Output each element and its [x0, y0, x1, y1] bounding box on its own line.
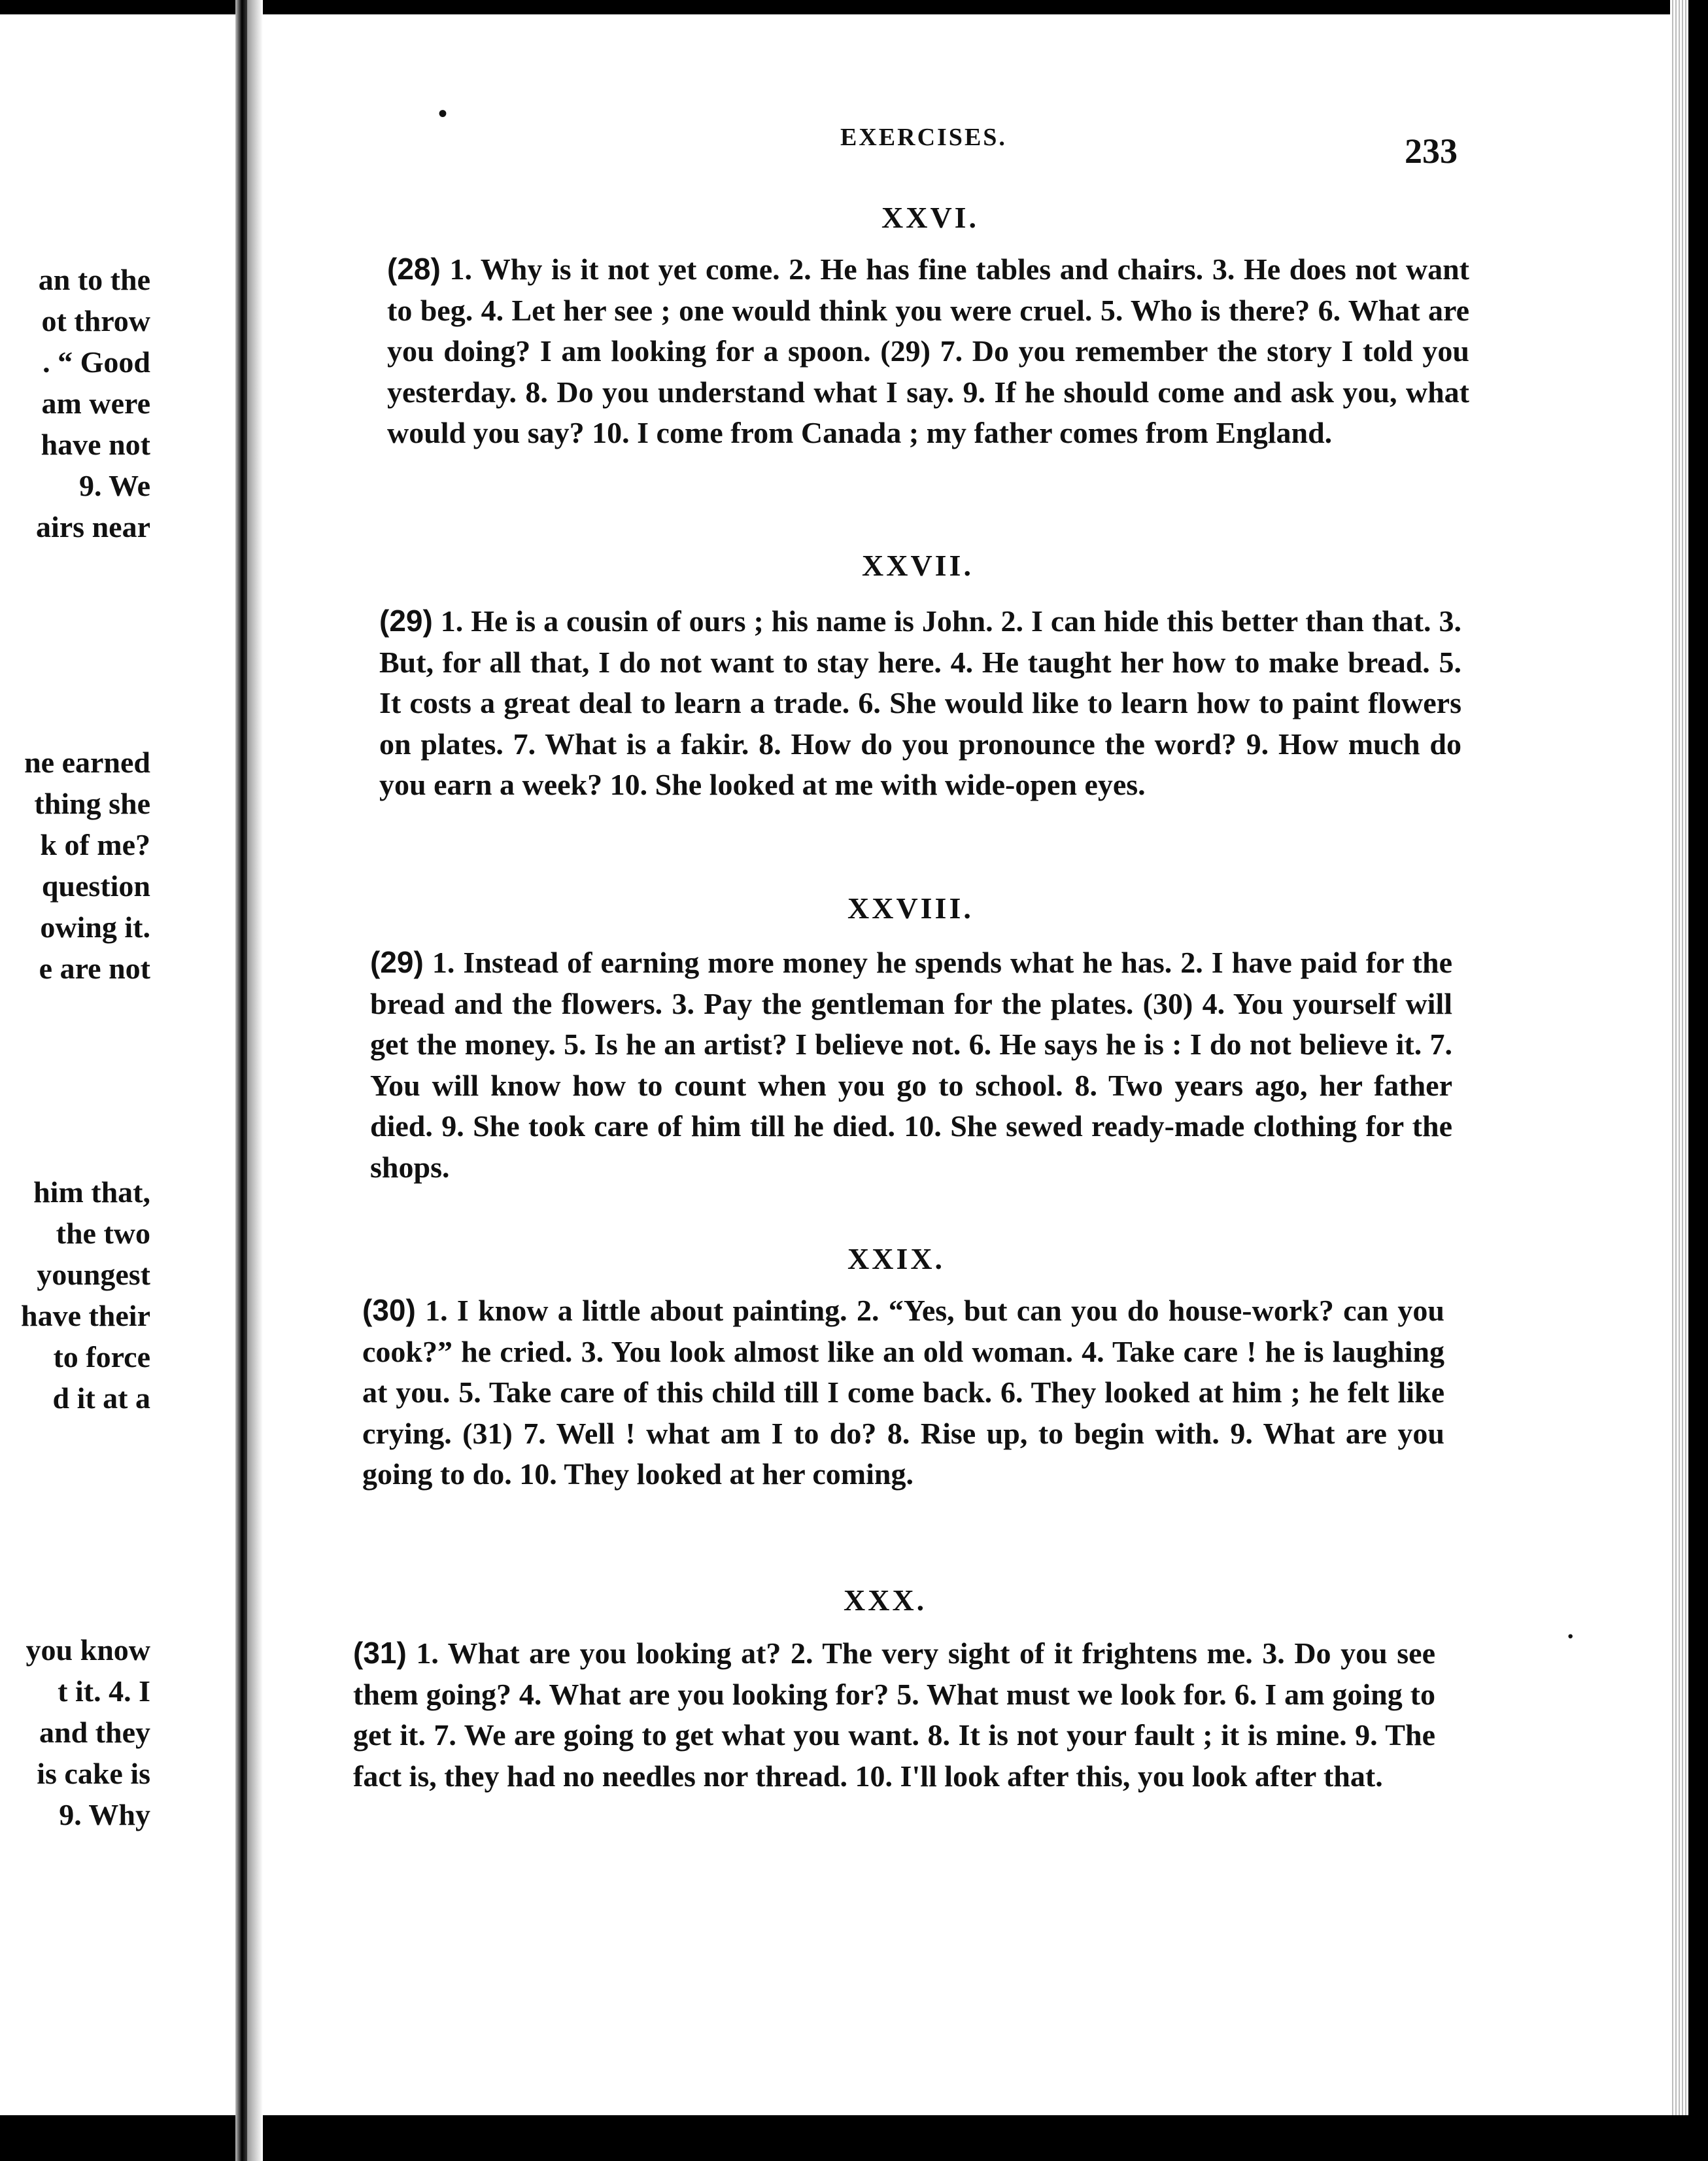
left-page-line: . “ Good: [43, 345, 150, 379]
left-page-line: and they: [39, 1716, 150, 1749]
left-page-line: t it. 4. I: [58, 1674, 150, 1708]
running-head: EXERCISES.: [840, 124, 1007, 151]
exercise-paragraph: [353, 1633, 1435, 1797]
exercise-paragraph: [379, 600, 1461, 806]
exercise-paragraph: [387, 249, 1469, 454]
left-page-line: e are not: [39, 952, 150, 985]
section-title: XXX.: [844, 1583, 927, 1617]
exercise-text: 1. What are you looking at? 2. The very sight of it frightens me. 3. Do you see them going? 4. What are you looking for? 5. What must we look for. 6. I am going to get it. 7. We are going to get what you want. 8. It is not your fault ; it is mine. 9. The fact is, they had no needles nor thread. 10. I'll look after this, you look after that.: [353, 1636, 1436, 1793]
left-page-line: 9. We: [78, 469, 150, 502]
exercise-marker: (31): [353, 1636, 407, 1670]
left-page-line: the two: [56, 1217, 150, 1250]
left-page-line: an to the: [38, 263, 150, 296]
left-page-line: have their: [20, 1299, 150, 1332]
section-title: XXVI.: [881, 201, 980, 234]
exercise-text: 1. I know a little about painting. 2. “Yes, but can you do house-work? can you cook?” he cried. 3. You look almost like an old woman. 4. Take care ! he is laughing at you. 5. Take care of this child till I come back. 6. They looked at him ; he felt like crying. (31) 7. Well ! what am I to do? 8. Rise up, to begin with. 9. What are you going to do. 10. They looked at her coming.: [362, 1294, 1444, 1491]
left-page-line: am were: [41, 387, 150, 420]
left-page-line: airs near: [35, 510, 150, 544]
left-page-line: is cake is: [37, 1757, 150, 1790]
left-page-line: question: [41, 869, 150, 903]
left-page-line: have not: [41, 428, 150, 461]
left-facing-page: [0, 14, 235, 2115]
page-edge-stack: [1670, 0, 1688, 2115]
left-page-line: you know: [26, 1633, 150, 1667]
exercise-marker: (29): [370, 945, 424, 979]
section-title: XXIX.: [847, 1242, 946, 1275]
left-page-line: thing she: [34, 787, 150, 820]
left-page-line: owing it.: [40, 910, 150, 944]
left-page-line: ot throw: [41, 304, 150, 337]
scan-border-right: [1688, 0, 1708, 2161]
exercise-marker: (29): [379, 604, 433, 638]
section-title: XXVIII.: [847, 891, 974, 925]
speck: •: [438, 99, 448, 128]
exercise-marker: (30): [362, 1293, 416, 1327]
exercise-text: 1. Instead of earning more money he spends what he has. 2. I have paid for the bread and the flowers. 3. Pay the gentleman for the plates. (30) 4. You yourself will get the money. 5. Is he an artist? I believe not. 6. He says he is : I do not believe it. 7. You will know how to count when you go to school. 8. Two years ago, her father died. 9. She took care of him till he died. 10. She sewed ready-made clothing for the shops.: [370, 946, 1453, 1184]
exercise-paragraph: [370, 942, 1452, 1188]
left-page-line: k of me?: [40, 828, 150, 861]
exercise-text: 1. Why is it not yet come. 2. He has fine tables and chairs. 3. He does not want to beg. 4. Let her see ; one would think you were cruel. 5. Who is there? 6. What are you doing? I am looking for a spoon. (29) 7. Do you remember the story I told you yesterday. 8. Do you understand what I say. 9. If he should come and ask you, what would you say? 10. I come from Canada ; my father comes from England.: [387, 252, 1470, 449]
book-gutter: [235, 0, 247, 2161]
section-title: XXVII.: [862, 549, 974, 582]
left-page-line: youngest: [37, 1258, 150, 1291]
exercise-text: 1. He is a cousin of ours ; his name is John. 2. I can hide this better than that. 3. But, for all that, I do not want to stay here. 4. He taught her how to make bread. 5. It costs a great deal to learn a trade. 6. She would like to learn how to paint flowers on plates. 7. What is a fakir. 8. How do you pronounce the word? 9. How much do you earn a week? 10. She looked at me with wide-open eyes.: [379, 604, 1462, 801]
left-page-line: to force: [53, 1340, 150, 1374]
left-page-line: ne earned: [24, 746, 150, 779]
page-number: 233: [1405, 131, 1458, 171]
left-page-line: d it at a: [52, 1381, 150, 1415]
exercise-marker: (28): [387, 252, 441, 286]
left-page-line: him that,: [33, 1175, 150, 1209]
speck: ·: [1566, 1621, 1575, 1651]
gutter-shadow: [247, 0, 263, 2161]
left-page-line: 9. Why: [59, 1798, 150, 1831]
exercise-paragraph: [362, 1290, 1444, 1495]
